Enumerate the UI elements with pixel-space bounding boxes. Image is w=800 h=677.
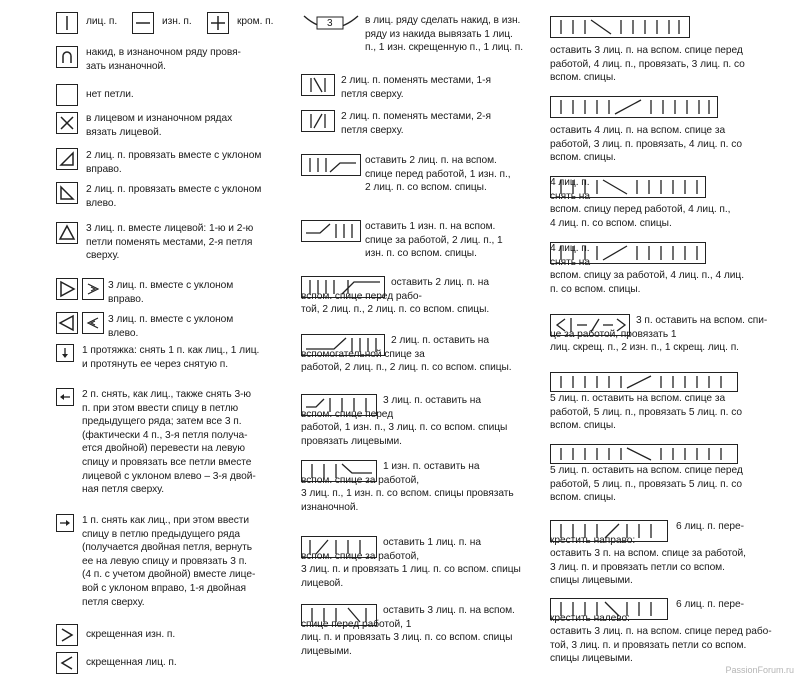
arrow-down-icon: [56, 344, 74, 362]
legend-text: 3 лиц. п. вместе с уклоном влево.: [108, 314, 234, 339]
twisted-knit-icon: [56, 652, 78, 674]
legend-text: 5 лиц. п. оставить на вспом. спице за работой, 5 лиц. п., провязать 5 лиц. п. со вспом. спицы.: [550, 393, 742, 432]
arrow-left-icon: [56, 388, 74, 406]
legend-text: скрещенная лиц. п.: [86, 657, 177, 668]
k2tog-left-icon: [56, 182, 78, 204]
legend-text: 3 лиц. п. вместе лицевой: 1-ю и 2-ю петли поменять местами, 2-я петля сверху.: [86, 223, 254, 262]
triangle-left-icon: [56, 312, 78, 334]
legend-text: 3 п. оставить на вспом. спи- це за работой, провязать 1 лиц. скрещ. п., 2 изн. п., 1 скрещ. лиц. п.: [550, 315, 768, 354]
legend-text: скрещенная изн. п.: [86, 629, 176, 640]
legend-text: 4 лиц. п. снять на вспом. спицу за работой, 4 лиц. п., 4 лиц. п. со вспом. спицы.: [550, 243, 744, 295]
purl-stitch-icon: [132, 12, 154, 34]
legend-text: 2 лиц. п. оставить на вспомогательной спице за работой, 2 лиц. п., 2 лиц. п. со вспом. спицы.: [301, 335, 512, 374]
legend-text: в лицевом и изнаночном рядах вязать лицевой.: [86, 113, 233, 138]
legend-text: в лиц. ряду сделать накид, в изн. ряду из накида вывязать 1 лиц. п., 1 изн. скрещенную п., 1 лиц. п.: [365, 15, 524, 54]
k3tog-left-alt-icon: [82, 312, 104, 334]
legend-text: изн. п.: [162, 16, 192, 27]
twisted-purl-icon: [56, 624, 78, 646]
cable-lines: [551, 17, 689, 37]
cable-2-left-icon: [301, 110, 335, 132]
cable-3-purl-back-icon: [301, 220, 361, 242]
legend-text: нет петли.: [86, 89, 134, 100]
legend-text: 3 лиц. п. вместе с уклоном вправо.: [108, 280, 234, 305]
legend-text: 2 лиц. п. провязать вместе с уклоном вправо.: [86, 150, 262, 175]
legend-text: оставить 3 лиц. п. на вспом. спице перед работой, 1 лиц. п. и провязать 3 лиц. п. со вспом. спицы лицевыми.: [301, 605, 515, 657]
edge-stitch-icon: [207, 12, 229, 34]
legend-text: оставить 1 изн. п. на вспом. спице за работой, 2 лиц. п., 1 изн. п. со вспом. спицы.: [365, 221, 503, 260]
no-stitch-icon: [56, 84, 78, 106]
legend-text: 2 лиц. п. провязать вместе с уклоном влево.: [86, 184, 262, 209]
legend-text: 1 изн. п. оставить на вспом. спице за работой, 3 лиц. п., 1 изн. п. со вспом. спицы провязать изнаночной.: [301, 461, 514, 513]
yarn-over-icon: [56, 46, 78, 68]
cable-7-front-icon: [550, 16, 690, 38]
cable-8-back-icon: [550, 96, 718, 118]
legend-text: 1 протяжка: снять 1 п. как лиц., 1 лиц. и протянуть ее через снятую п.: [82, 345, 260, 370]
legend-text: 2 лиц. п. поменять местами, 1-я петля сверху.: [341, 75, 491, 100]
triangle-right-icon: [56, 278, 78, 300]
cable-10-front-icon: [550, 444, 738, 464]
legend-text: 6 лиц. п. пере- крестить налево: оставить 3 лиц. п. на вспом. спице перед рабо- той, 3 лиц. п. и провязать петли со вспом. спицы лицевыми.: [550, 599, 772, 665]
legend-text: 6 лиц. п. пере- крестить направо: оставить 3 п. на вспом. спице за работой, 3 лиц. п. и провязать петли со вспом. спицы лицевыми.: [550, 521, 746, 587]
cross-x-icon: [56, 112, 78, 134]
knit-stitch-icon: [56, 12, 78, 34]
k2tog-right-icon: [56, 148, 78, 170]
legend-text: оставить 3 лиц. п. на вспом. спице перед работой, 4 лиц. п., провязать, 3 лиц. п. со вспом. спицы.: [550, 45, 745, 84]
cable-10-back-icon: [550, 372, 738, 392]
legend-text: 2 лиц. п. поменять местами, 2-я петля сверху.: [341, 111, 491, 136]
legend-text: оставить 2 лиц. п. на вспом. спице перед рабо- той, 2 лиц. п., 2 лиц. п. со вспом. спицы.: [301, 277, 490, 316]
yarn-over-count: 3: [327, 18, 333, 29]
watermark: PassionForum.ru: [725, 665, 794, 675]
legend-text: оставить 4 лиц. п. на вспом. спице за работой, 3 лиц. п. провязать, 4 лиц. п. со вспом. спицы.: [550, 125, 742, 164]
arrow-right-icon: [56, 514, 74, 532]
cable-3-purl-front-icon: [301, 154, 361, 176]
legend-text: накид, в изнаночном ряду провя- зать изнаночной.: [86, 47, 241, 72]
k3tog-right-alt-icon: [82, 278, 104, 300]
legend-text: 5 лиц. п. оставить на вспом. спице перед работой, 5 лиц. п., провязать 5 лиц. п. со вспом. спицы.: [550, 465, 743, 504]
legend-text: 2 п. снять, как лиц., также снять 3-ю п. при этом ввести спицу в петлю предыдущего ряда; затем все 3 п. (фактически 4 п., 3-я петля получа- ется двойной) перевести на левую спицу и провязать все петли вместе лицевой с уклоном влево – 3-я двой- ная петля сверху.: [82, 389, 256, 496]
legend-text: 3 лиц. п. оставить на вспом. спице перед работой, 1 изн. п., 3 лиц. п. со вспом. спицы провязать лицевыми.: [301, 395, 508, 447]
yarn-over-3-icon: [301, 14, 361, 40]
triangle-up-icon: [56, 222, 78, 244]
legend-text: оставить 1 лиц. п. на вспом. спице за работой, 3 лиц. п. и провязать 1 лиц. п. со вспом. спицы лицевой.: [301, 537, 521, 589]
legend-text: кром. п.: [237, 16, 274, 27]
legend-text: лиц. п.: [86, 16, 118, 27]
cable-2-right-icon: [301, 74, 335, 96]
legend-text: 1 п. снять как лиц., при этом ввести спицу в петлю предыдущего ряда (получается двойная петля, вернуть ее на левую спицу и провязать 3 п. (4 п. с учетом двойной) вместе лице- вой с уклоном вправо, 1-я двойная петля сверху.: [82, 515, 256, 608]
legend-text: 4 лиц. п. снять на вспом. спицу перед работой, 4 лиц. п., 4 лиц. п. со вспом. спицы.: [550, 177, 731, 229]
legend-text: оставить 2 лиц. п. на вспом. спице перед работой, 1 изн. п., 2 лиц. п. со вспом. спицы.: [365, 155, 511, 194]
